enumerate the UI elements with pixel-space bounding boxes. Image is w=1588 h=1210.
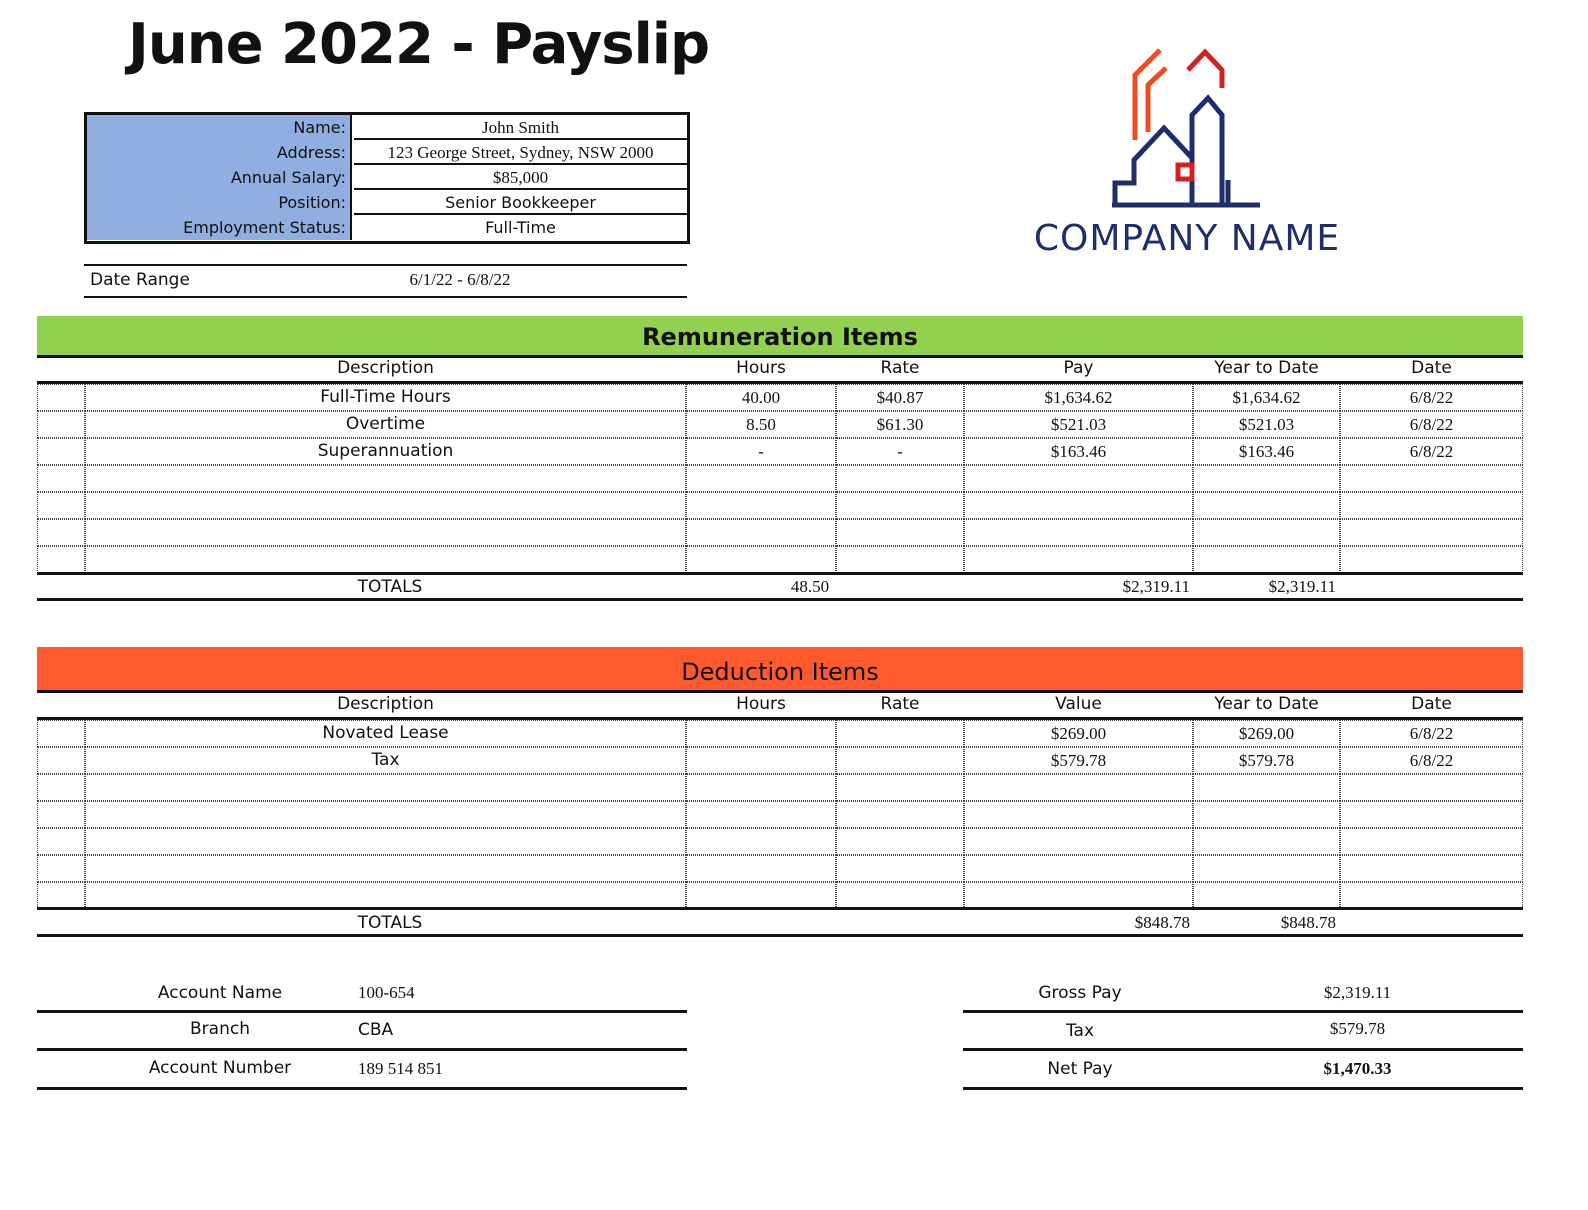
- deduction-cell-hours: [686, 801, 836, 828]
- remuneration-cell-ytd: [1193, 546, 1340, 573]
- deduction-totals-ytd: $848.78: [1280, 913, 1336, 932]
- salary-value: $85,000: [354, 165, 687, 190]
- deduction-cell-index: [37, 855, 85, 882]
- remuneration-cell-description: [85, 546, 686, 573]
- remuneration-cell-index: [37, 384, 85, 411]
- remuneration-cell-rate: [836, 546, 964, 573]
- account-number-value: 189 514 851: [358, 1059, 443, 1078]
- date-range-value: 6/1/22 - 6/8/22: [409, 270, 511, 289]
- account-name-value: 100-654: [358, 983, 415, 1002]
- bank-rule-3: [37, 1087, 687, 1090]
- remuneration-header-date: Date: [1411, 358, 1452, 378]
- deduction-totals-value: $848.78: [1134, 913, 1190, 932]
- deduction-cell-index: [37, 720, 85, 747]
- remuneration-band: Remuneration Items: [37, 316, 1523, 356]
- deduction-cell-ytd: $269.00: [1193, 720, 1340, 747]
- deduction-cell-pay: [964, 774, 1193, 801]
- remuneration-cell-hours: [686, 546, 836, 573]
- remuneration-cell-ytd: [1193, 492, 1340, 519]
- deduction-header-date: Date: [1411, 694, 1452, 714]
- deduction-cell-pay: [964, 855, 1193, 882]
- deduction-cell-pay: $269.00: [964, 720, 1193, 747]
- deduction-cell-rate: [836, 774, 964, 801]
- remuneration-cell-rate: [836, 519, 964, 546]
- remuneration-cell-date: 6/8/22: [1340, 384, 1523, 411]
- position-label: Position:: [87, 190, 352, 215]
- deduction-cell-description: Novated Lease: [85, 720, 686, 747]
- remuneration-cell-date: [1340, 546, 1523, 573]
- remuneration-cell-ytd: [1193, 519, 1340, 546]
- bank-rule-1: [37, 1010, 687, 1013]
- remuneration-cell-rate: $61.30: [836, 411, 964, 438]
- deduction-cell-date: [1340, 801, 1523, 828]
- deduction-cell-date: [1340, 828, 1523, 855]
- remuneration-cell-hours: [686, 519, 836, 546]
- remuneration-cell-pay: $521.03: [964, 411, 1193, 438]
- bank-rule-2: [37, 1048, 687, 1051]
- deduction-cell-rate: [836, 720, 964, 747]
- remuneration-cell-pay: $1,634.62: [964, 384, 1193, 411]
- salary-label: Annual Salary:: [87, 165, 352, 190]
- deduction-cell-rate: [836, 801, 964, 828]
- deduction-cell-date: [1340, 882, 1523, 909]
- remuneration-cell-date: [1340, 465, 1523, 492]
- account-name-label: Account Name: [157, 983, 283, 1003]
- deduction-cell-ytd: [1193, 774, 1340, 801]
- date-range-top-rule: [84, 264, 687, 266]
- deduction-cell-description: [85, 882, 686, 909]
- deduction-cell-hours: [686, 774, 836, 801]
- deduction-cell-hours: [686, 882, 836, 909]
- remuneration-header-hours: Hours: [736, 358, 786, 378]
- remuneration-table: [37, 384, 1523, 573]
- remuneration-cell-rate: [836, 492, 964, 519]
- info-row-salary: [87, 165, 687, 190]
- company-logo-icon: [1100, 40, 1280, 215]
- deduction-table: [37, 720, 1523, 909]
- remuneration-cell-hours: [686, 492, 836, 519]
- remuneration-totals-bottom-rule: [37, 598, 1523, 601]
- remuneration-totals-hours: 48.50: [790, 577, 830, 596]
- remuneration-cell-ytd: [1193, 465, 1340, 492]
- remuneration-cell-pay: [964, 492, 1193, 519]
- remuneration-cell-date: [1340, 492, 1523, 519]
- remuneration-cell-hours: 8.50: [686, 411, 836, 438]
- deduction-cell-index: [37, 774, 85, 801]
- deduction-cell-rate: [836, 855, 964, 882]
- deduction-header-ytd: Year to Date: [1214, 694, 1319, 714]
- deduction-cell-hours: [686, 855, 836, 882]
- deduction-cell-index: [37, 828, 85, 855]
- remuneration-totals-top-rule: [37, 572, 1523, 575]
- remuneration-cell-hours: 40.00: [686, 384, 836, 411]
- deduction-cell-ytd: [1193, 801, 1340, 828]
- remuneration-cell-ytd: $521.03: [1193, 411, 1340, 438]
- deduction-cell-index: [37, 747, 85, 774]
- info-row-name: [87, 115, 687, 140]
- remuneration-cell-index: [37, 492, 85, 519]
- net-pay-label: Net Pay: [1047, 1059, 1113, 1079]
- deduction-cell-pay: $579.78: [964, 747, 1193, 774]
- remuneration-cell-index: [37, 519, 85, 546]
- account-number-label: Account Number: [148, 1058, 292, 1078]
- tax-value: $579.78: [1329, 1019, 1386, 1038]
- position-value: Senior Bookkeeper: [354, 190, 687, 215]
- info-row-address: [87, 140, 687, 165]
- remuneration-cell-hours: [686, 465, 836, 492]
- date-range-bottom-rule: [84, 296, 687, 298]
- deduction-header-description: Description: [337, 694, 434, 714]
- remuneration-header-pay: Pay: [1063, 358, 1094, 378]
- company-name: COMPANY NAME: [1033, 218, 1341, 259]
- deduction-cell-description: [85, 774, 686, 801]
- status-value: Full-Time: [485, 218, 556, 237]
- date-range-label: Date Range: [90, 270, 190, 290]
- remuneration-cell-index: [37, 411, 85, 438]
- deduction-cell-description: Tax: [85, 747, 686, 774]
- deduction-cell-date: [1340, 855, 1523, 882]
- deduction-cell-pay: [964, 801, 1193, 828]
- deduction-cell-hours: [686, 720, 836, 747]
- deduction-header-rate: Rate: [880, 694, 920, 714]
- remuneration-cell-index: [37, 438, 85, 465]
- deduction-cell-hours: [686, 747, 836, 774]
- remuneration-cell-description: Full-Time Hours: [85, 384, 686, 411]
- gross-pay-label: Gross Pay: [1038, 983, 1122, 1003]
- deduction-cell-description: [85, 801, 686, 828]
- address-value: 123 George Street, Sydney, NSW 2000: [354, 140, 687, 165]
- remuneration-cell-rate: [836, 465, 964, 492]
- remuneration-cell-description: Superannuation: [85, 438, 686, 465]
- info-row-status: [87, 215, 687, 240]
- remuneration-cell-date: 6/8/22: [1340, 411, 1523, 438]
- branch-value: CBA: [358, 1020, 394, 1040]
- deduction-cell-description: [85, 855, 686, 882]
- summary-rule-2: [963, 1048, 1523, 1051]
- remuneration-cell-pay: [964, 519, 1193, 546]
- deduction-cell-ytd: [1193, 855, 1340, 882]
- remuneration-totals-pay: $2,319.11: [1122, 577, 1190, 596]
- remuneration-cell-date: [1340, 519, 1523, 546]
- summary-rule-1: [963, 1010, 1523, 1013]
- remuneration-cell-ytd: $163.46: [1193, 438, 1340, 465]
- remuneration-cell-index: [37, 465, 85, 492]
- deduction-cell-ytd: [1193, 828, 1340, 855]
- employee-info-box: [84, 112, 690, 244]
- deduction-cell-description: [85, 828, 686, 855]
- remuneration-cell-pay: [964, 546, 1193, 573]
- remuneration-header-rate: Rate: [880, 358, 920, 378]
- remuneration-cell-pay: [964, 465, 1193, 492]
- deduction-header-hours: Hours: [736, 694, 786, 714]
- deduction-cell-rate: [836, 747, 964, 774]
- remuneration-cell-pay: $163.46: [964, 438, 1193, 465]
- deduction-cell-index: [37, 801, 85, 828]
- remuneration-cell-hours: -: [686, 438, 836, 465]
- address-label: Address:: [87, 140, 352, 165]
- remuneration-cell-description: [85, 465, 686, 492]
- remuneration-cell-description: Overtime: [85, 411, 686, 438]
- branch-label: Branch: [190, 1019, 250, 1039]
- remuneration-totals-ytd: $2,319.11: [1268, 577, 1336, 596]
- deduction-cell-rate: [836, 828, 964, 855]
- remuneration-cell-description: [85, 519, 686, 546]
- remuneration-header-description: Description: [337, 358, 434, 378]
- deduction-cell-index: [37, 882, 85, 909]
- net-pay-value: $1,470.33: [1323, 1059, 1392, 1078]
- deduction-cell-date: 6/8/22: [1340, 747, 1523, 774]
- tax-label: Tax: [1065, 1021, 1095, 1041]
- name-label: Name:: [87, 115, 352, 140]
- deduction-cell-ytd: $579.78: [1193, 747, 1340, 774]
- deduction-band-rule: [37, 690, 1523, 693]
- deduction-cell-pay: [964, 828, 1193, 855]
- deduction-cell-pay: [964, 882, 1193, 909]
- remuneration-cell-description: [85, 492, 686, 519]
- remuneration-header-ytd: Year to Date: [1214, 358, 1319, 378]
- page-title: June 2022 - Payslip: [128, 12, 710, 77]
- info-row-position: [87, 190, 687, 215]
- deduction-totals-top-rule: [37, 907, 1523, 910]
- deduction-cell-ytd: [1193, 882, 1340, 909]
- remuneration-cell-index: [37, 546, 85, 573]
- deduction-totals-bottom-rule: [37, 934, 1523, 937]
- remuneration-cell-rate: -: [836, 438, 964, 465]
- deduction-totals-label: TOTALS: [357, 913, 423, 933]
- deduction-cell-date: 6/8/22: [1340, 720, 1523, 747]
- deduction-cell-rate: [836, 882, 964, 909]
- deduction-cell-hours: [686, 828, 836, 855]
- deduction-band: Deduction Items: [37, 647, 1523, 691]
- deduction-cell-date: [1340, 774, 1523, 801]
- deduction-header-pay: Value: [1055, 694, 1102, 714]
- status-label: Employment Status:: [87, 215, 352, 240]
- gross-pay-value: $2,319.11: [1323, 983, 1392, 1002]
- remuneration-cell-ytd: $1,634.62: [1193, 384, 1340, 411]
- remuneration-cell-date: 6/8/22: [1340, 438, 1523, 465]
- remuneration-totals-label: TOTALS: [357, 577, 423, 597]
- name-value: John Smith: [354, 115, 687, 140]
- summary-rule-3: [963, 1087, 1523, 1090]
- remuneration-cell-rate: $40.87: [836, 384, 964, 411]
